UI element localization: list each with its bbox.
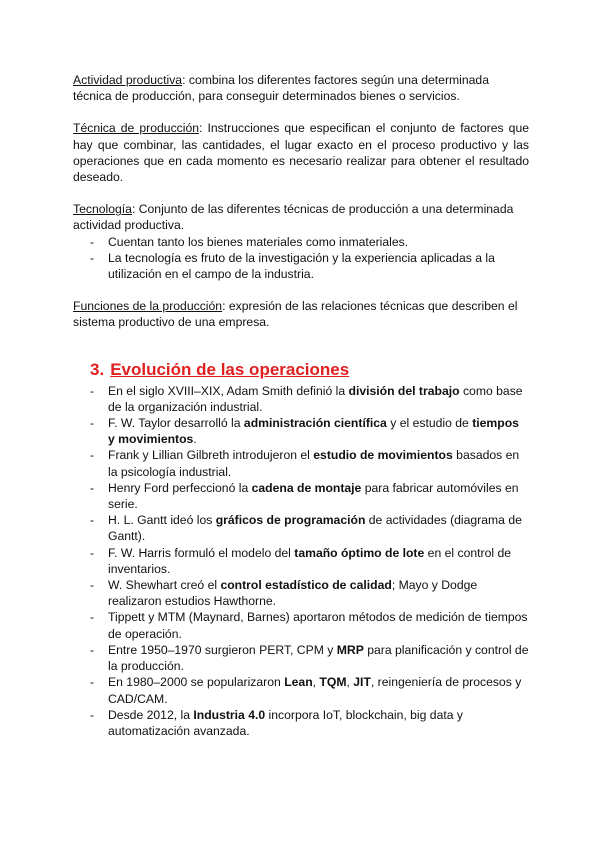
definition-actividad-productiva [73,72,529,104]
text-run: Frank y Lillian Gilbreth introdujeron el [108,448,314,463]
text-run: como base de la organización industrial. [108,383,523,414]
definition-funciones-de-la-produccion [73,298,529,330]
text-run: Desde 2012, la [108,707,194,722]
evolution-list [73,383,529,739]
term-actividad-productiva: Actividad productiva [73,73,183,87]
term-tecnica-de-produccion: Técnica de producción [73,121,200,136]
text-run: ; Mayo y Dodge realizaron estudios Hawthorne. [108,578,478,609]
evolution-list-item [73,642,529,674]
evolution-list-item [73,415,529,447]
bold-term: división del trabajo [348,383,460,398]
text-run: , reingeniería de procesos y CAD/CAM. [108,675,522,706]
section-title: Evolución de las operaciones [110,359,350,379]
evolution-list-item [73,383,529,415]
term-tecnologia: Tecnología [73,202,132,217]
dash-bullet-icon: - [90,448,95,463]
dash-bullet-icon: - [90,545,95,560]
bold-term: Lean [284,675,313,690]
document-page [73,72,529,739]
text-run: Tippett y MTM (Maynard, Barnes) aportaron métodos de medición de tiempos de operación. [108,610,528,641]
definition-text: : expresión de las relaciones técnicas que describen el sistema productivo de una empresa. [73,299,518,330]
bold-term: tiempos y movimientos [108,416,519,447]
text-run: Entre 1950–1970 surgieron PERT, CPM y [108,642,337,657]
text-run: En 1980–2000 se popularizaron [108,675,285,690]
evolution-list-item [73,447,529,479]
evolution-item-text [108,546,511,576]
dash-bullet-icon: - [90,416,95,431]
bold-term: tamaño óptimo de lote [294,545,425,560]
bold-term: MRP [336,642,364,657]
evolution-list-item [73,545,529,577]
dash-bullet-icon: - [90,383,95,398]
list-item-text: La tecnología es fruto de la investigación y la experiencia aplicadas a la utilización en el campo de la industria. [108,250,495,282]
dash-bullet-icon: - [90,480,95,495]
bold-term: estudio de movimientos [313,448,453,463]
text-run: F. W. Taylor desarrolló la [108,416,244,431]
evolution-item-text [108,481,519,511]
evolution-item-text [108,416,519,446]
evolution-list-item [73,707,529,739]
term-funciones-de-la-produccion: Funciones de la producción [73,299,223,314]
definition-tecnica-de-produccion [73,120,529,185]
text-run: Henry Ford perfeccionó la [108,480,252,495]
evolution-list-item [73,609,529,641]
dash-bullet-icon: - [90,675,95,690]
definition-text: : Conjunto de las diferentes técnicas de producción a una determinada actividad productiva. [73,202,514,233]
text-run: H. L. Gantt ideó los [108,513,216,528]
dash-bullet-icon: - [90,707,95,722]
dash-bullet-icon: - [90,610,95,625]
evolution-list-item [73,480,529,512]
text-run: , [312,675,320,690]
evolution-item-text [108,513,522,543]
text-run: en el control de inventarios. [108,545,512,576]
dash-bullet-icon: - [90,234,95,249]
bold-term: gráficos de programación [215,513,366,528]
evolution-item-text [108,643,529,673]
text-run: incorpora IoT, blockchain, big data y automatización avanzada. [108,707,463,738]
text-run: F. W. Harris formuló el modelo del [108,545,295,560]
evolution-item-text [108,448,519,478]
dash-bullet-icon: - [90,578,95,593]
section-heading [90,359,529,381]
evolution-item-text [108,578,477,608]
list-item-text: Cuentan tanto los bienes materiales como inmateriales. [108,234,409,249]
definition-text: : combina los diferentes factores según una determinada técnica de producción, para conseguir determinados bienes o servicios. [73,73,489,104]
definition-tecnologia [73,201,529,233]
bold-term: control estadístico de calidad [220,578,392,593]
evolution-item-text [108,708,463,738]
definition-text: : Instrucciones que especifican el conjunto de factores que hay que combinar, las cantidades, el lugar exacto en el proceso productivo y las operaciones que en cada momento es necesario realizar para obtener el resultado deseado. [73,121,529,185]
evolution-item-text [108,610,528,640]
section-number: 3. [90,359,105,379]
bold-term: Industria 4.0 [193,707,266,722]
text-run: En el siglo XVIII–XIX, Adam Smith definió la [108,383,349,398]
bold-term: JIT [353,675,371,690]
text-run: W. Shewhart creó el [108,578,221,593]
text-run: y el estudio de [386,416,473,431]
text-run: de actividades (diagrama de Gantt). [108,513,522,544]
tecnologia-bullet-list [73,234,529,283]
bold-term: cadena de montaje [251,480,362,495]
evolution-list-item [73,577,529,609]
text-run: . [193,432,197,447]
dash-bullet-icon: - [90,250,95,265]
bold-term: administración científica [243,416,387,431]
list-item [73,234,529,250]
text-run: para fabricar automóviles en serie. [108,480,519,512]
evolution-item-text [108,384,523,414]
text-run: para planificación y control de la producción. [108,642,529,674]
evolution-list-item [73,512,529,544]
evolution-item-text [108,675,521,705]
text-run: , [346,675,354,690]
dash-bullet-icon: - [90,642,95,657]
bold-term: TQM [319,675,347,690]
list-item [73,250,529,282]
text-run: basados en la psicología industrial. [108,448,520,479]
dash-bullet-icon: - [90,513,95,528]
evolution-list-item [73,674,529,706]
